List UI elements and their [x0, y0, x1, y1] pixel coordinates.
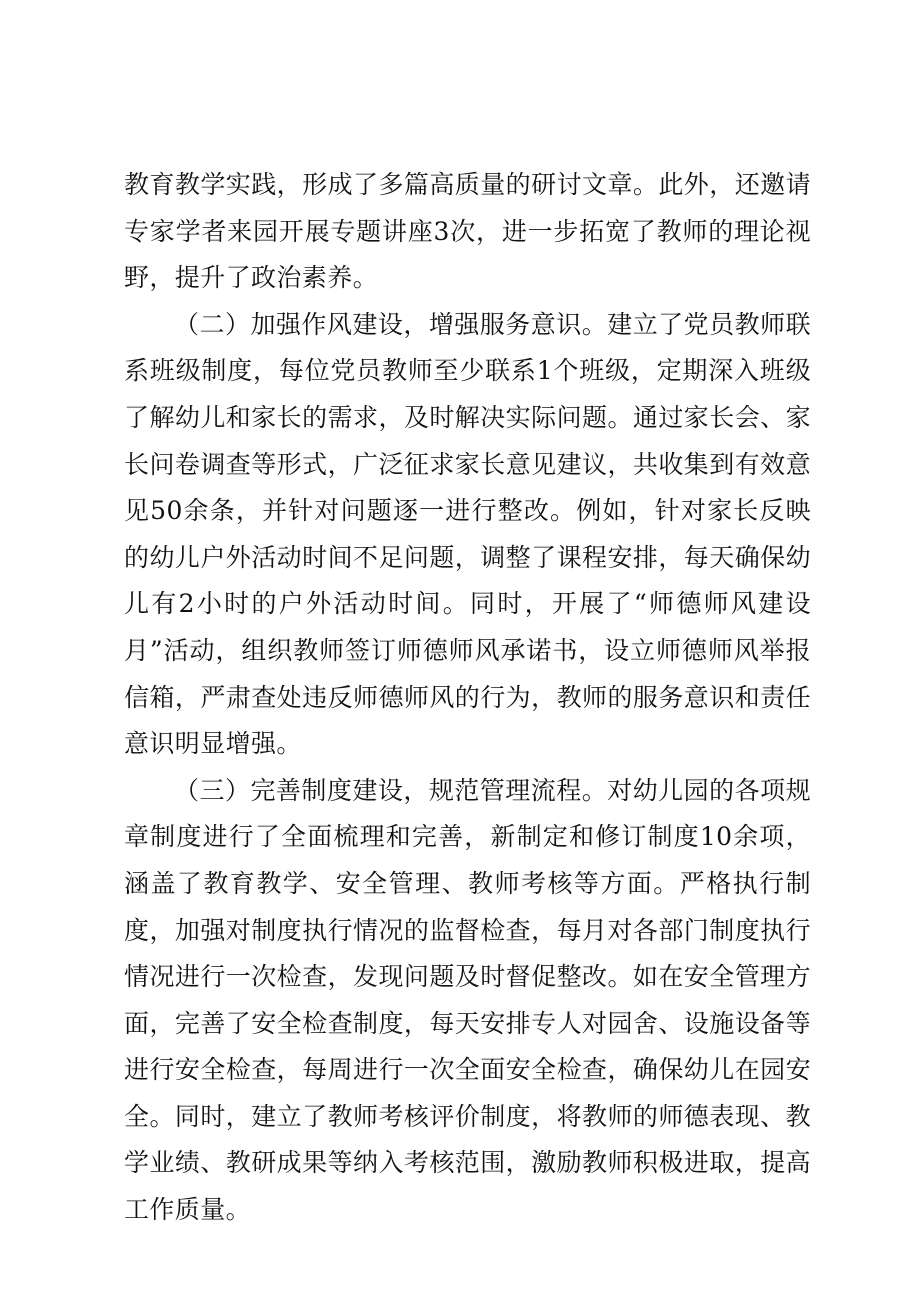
paragraph-continuation: 教育教学实践，形成了多篇高质量的研讨文章。此外，还邀请专家学者来园开展专题讲座3次，进一步拓宽了教师的理论视野，提升了政治素养。: [124, 170, 811, 293]
paragraph-section-2: （二）加强作风建设，增强服务意识。建立了党员教师联系班级制度，每位党员教师至少联系1个班级，定期深入班级了解幼儿和家长的需求，及时解决实际问题。通过家长会、家长问卷调查等形式，广泛征求家长意见建议，共收集到有效意见50余条，并针对问题逐一进行整改。例如，针对家长反映的幼儿户外活动时间不足问题，调整了课程安排，每天确保幼儿有2小时的户外活动时间。同时，开展了“师德师风建设月”活动，组织教师签订师德师风承诺书，设立师德师风举报信箱，严肃查处违反师德师风的行为，教师的服务意识和责任意识明显增强。: [124, 309, 811, 759]
paragraph-section-3: （三）完善制度建设，规范管理流程。对幼儿园的各项规章制度进行了全面梳理和完善，新制定和修订制度10余项，涵盖了教育教学、安全管理、教师考核等方面。严格执行制度，加强对制度执行情况的监督检查，每月对各部门制度执行情况进行一次检查，发现问题及时督促整改。如在安全管理方面，完善了安全检查制度，每天安排专人对园舍、设施设备等进行安全检查，每周进行一次全面安全检查，确保幼儿在园安全。同时，建立了教师考核评价制度，将教师的师德表现、教学业绩、教研成果等纳入考核范围，激励教师积极进取，提高工作质量。: [124, 775, 811, 1225]
document-body: [124, 162, 811, 1234]
